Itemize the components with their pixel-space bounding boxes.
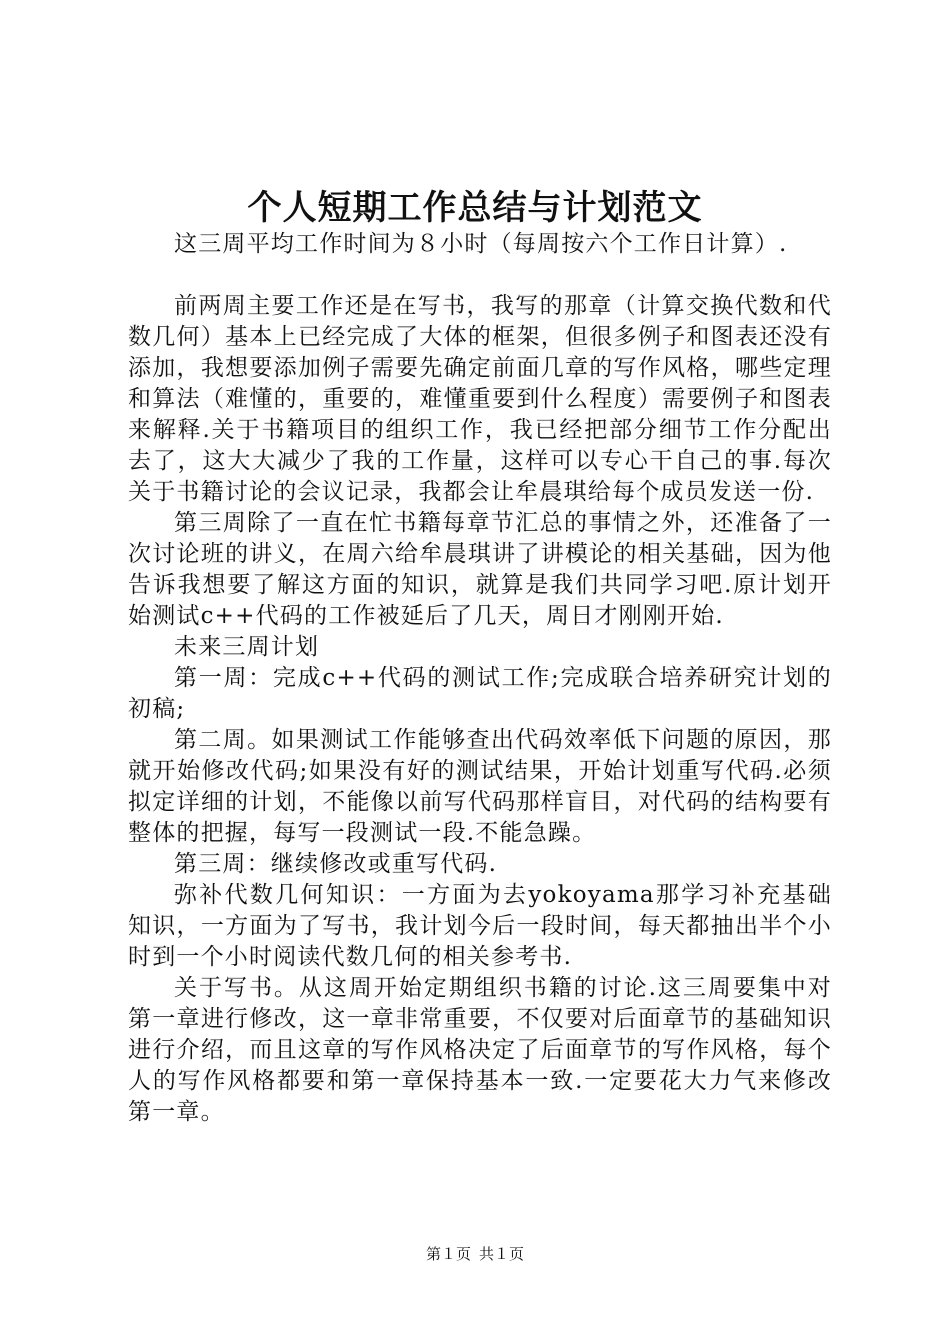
paragraph-plan-week-one: 第一周：完成c++代码的测试工作;完成联合培养研究计划的初稿; xyxy=(128,665,832,722)
document-body xyxy=(128,229,832,1128)
paragraph-plan-week-two: 第二周。如果测试工作能够查出代码效率低下问题的原因，那就开始修改代码;如果没有好的测试结果，开始计划重写代码.必须拟定详细的计划，不能像以前写代码那样盲目，对代码的结构要有整体的把握，每写一段测试一段.不能急躁。 xyxy=(128,727,832,846)
paragraph-first-two-weeks: 前两周主要工作还是在写书，我写的那章（计算交换代数和代数几何）基本上已经完成了大体的框架，但很多例子和图表还没有添加，我想要添加例子需要先确定前面几章的写作风格，哪些定理和算法（难懂的，重要的，难懂重要到什么程度）需要例子和图表来解释.关于书籍项目的组织工作，我已经把部分细节工作分配出去了，这大大减少了我的工作量，这样可以专心干自己的事.每次关于书籍讨论的会议记录，我都会让牟晨琪给每个成员发送一份. xyxy=(128,293,832,505)
paragraph-third-week: 第三周除了一直在忙书籍每章节汇总的事情之外，还准备了一次讨论班的讲义，在周六给牟晨琪讲了讲模论的相关基础，因为他告诉我想要了解这方面的知识，就算是我们共同学习吧.原计划开始测试c++代码的工作被延后了几天，周日才刚刚开始. xyxy=(128,510,832,629)
section-heading-plan: 未来三周计划 xyxy=(174,634,320,660)
paragraph-plan-week-three: 第三周：继续修改或重写代码. xyxy=(174,851,498,877)
page-footer xyxy=(0,1244,950,1264)
page-total: 共１页 xyxy=(479,1245,525,1263)
paragraph-algebraic-geometry: 弥补代数几何知识：一方面为去yokoyama那学习补充基础知识，一方面为了写书，我计划今后一段时间，每天都抽出半个小时到一个小时阅读代数几何的相关参考书. xyxy=(128,882,832,970)
paragraph-book-writing: 关于写书。从这周开始定期组织书籍的讨论.这三周要集中对第一章进行修改，这一章非常重要，不仅要对后面章节的基础知识进行介绍，而且这章的写作风格决定了后面章节的写作风格，每个人的写作风格都要和第一章保持基本一致.一定要花大力气来修改第一章。 xyxy=(128,975,832,1125)
page-title: 个人短期工作总结与计划范文 xyxy=(247,188,703,228)
page-number: 第１页 xyxy=(425,1245,471,1263)
paragraph-summary: 这三周平均工作时间为８小时（每周按六个工作日计算）. xyxy=(174,231,788,257)
